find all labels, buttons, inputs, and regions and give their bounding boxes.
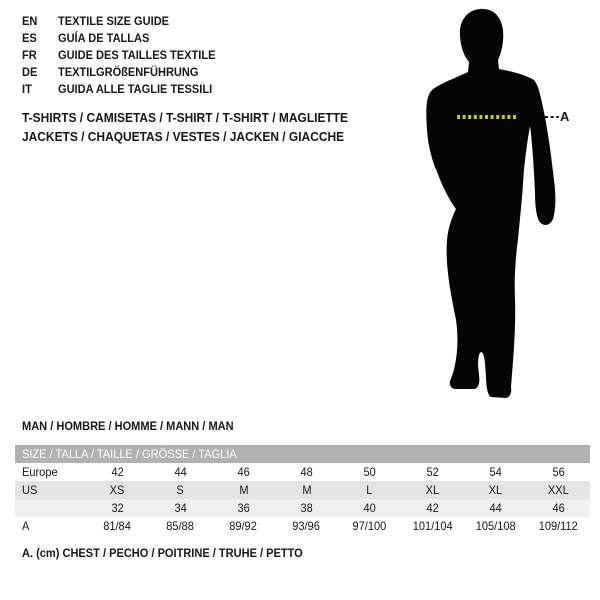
table-cell: 50 — [363, 465, 376, 479]
table-cell: 46 — [552, 501, 565, 515]
table-row-chest-a — [15, 517, 590, 535]
table-cell: 85/88 — [166, 519, 195, 533]
table-cell: L — [366, 483, 373, 497]
table-cell: XXL — [548, 483, 569, 497]
table-cell: 89/92 — [229, 519, 258, 533]
table-cell: 81/84 — [103, 519, 132, 533]
table-cell: 34 — [174, 501, 187, 515]
table-cell: 46 — [237, 465, 250, 479]
row-label: A — [22, 519, 30, 533]
table-cell: XS — [110, 483, 125, 497]
table-cell: 93/96 — [292, 519, 321, 533]
table-row-us-numeric — [15, 499, 590, 517]
table-cell: 56 — [552, 465, 565, 479]
language-code: ES — [22, 31, 37, 45]
language-code: IT — [22, 82, 32, 96]
language-code: EN — [22, 14, 38, 28]
table-cell: 42 — [111, 465, 124, 479]
row-label: US — [22, 483, 38, 497]
table-cell: XL — [488, 483, 503, 497]
category-line-jackets: JACKETS / CHAQUETAS / VESTES / JACKEN / GIACCHE — [22, 129, 345, 144]
table-cell: 48 — [300, 465, 313, 479]
table-cell: S — [176, 483, 185, 497]
table-cell: M — [301, 483, 312, 497]
table-cell: XL — [425, 483, 440, 497]
language-title: TEXTILGRÖßENFÜHRUNG — [58, 65, 199, 79]
table-cell: 54 — [489, 465, 502, 479]
language-title: GUÍA DE TALLAS — [58, 31, 150, 45]
size-table — [15, 445, 590, 535]
table-cell: 44 — [489, 501, 502, 515]
row-label: Europe — [22, 465, 58, 479]
table-cell: 38 — [300, 501, 313, 515]
table-cell: 32 — [111, 501, 124, 515]
table-cell: 40 — [363, 501, 376, 515]
man-silhouette — [426, 9, 555, 398]
language-title: GUIDE DES TAILLES TEXTILE — [58, 48, 216, 62]
language-code: DE — [22, 65, 38, 79]
category-line-tshirts: T-SHIRTS / CAMISETAS / T-SHIRT / T-SHIRT / MAGLIETTE — [22, 110, 349, 125]
table-cell: 52 — [426, 465, 439, 479]
measure-footnote: A. (cm) CHEST / PECHO / POITRINE / TRUHE / PETTO — [22, 546, 303, 560]
table-row-us — [15, 481, 590, 499]
language-code: FR — [22, 48, 37, 62]
table-cell: 101/104 — [412, 519, 453, 533]
table-cell: 105/108 — [475, 519, 516, 533]
table-row-europe — [15, 463, 590, 481]
measure-label-a: A — [560, 109, 570, 124]
table-cell: 36 — [237, 501, 250, 515]
row-label — [15, 499, 86, 517]
language-title: TEXTILE SIZE GUIDE — [58, 14, 170, 28]
table-cell: M — [238, 483, 249, 497]
section-title-man: MAN / HOMBRE / HOMME / MANN / MAN — [22, 419, 234, 433]
table-cell: 109/112 — [538, 519, 579, 533]
language-title: GUIDA ALLE TAGLIE TESSILI — [58, 82, 213, 96]
table-cell: 97/100 — [352, 519, 387, 533]
table-cell: 44 — [174, 465, 187, 479]
size-table-header: SIZE / TALLA / TAILLE / GRÖSSE / TAGLIA — [15, 445, 590, 463]
table-cell: 42 — [426, 501, 439, 515]
